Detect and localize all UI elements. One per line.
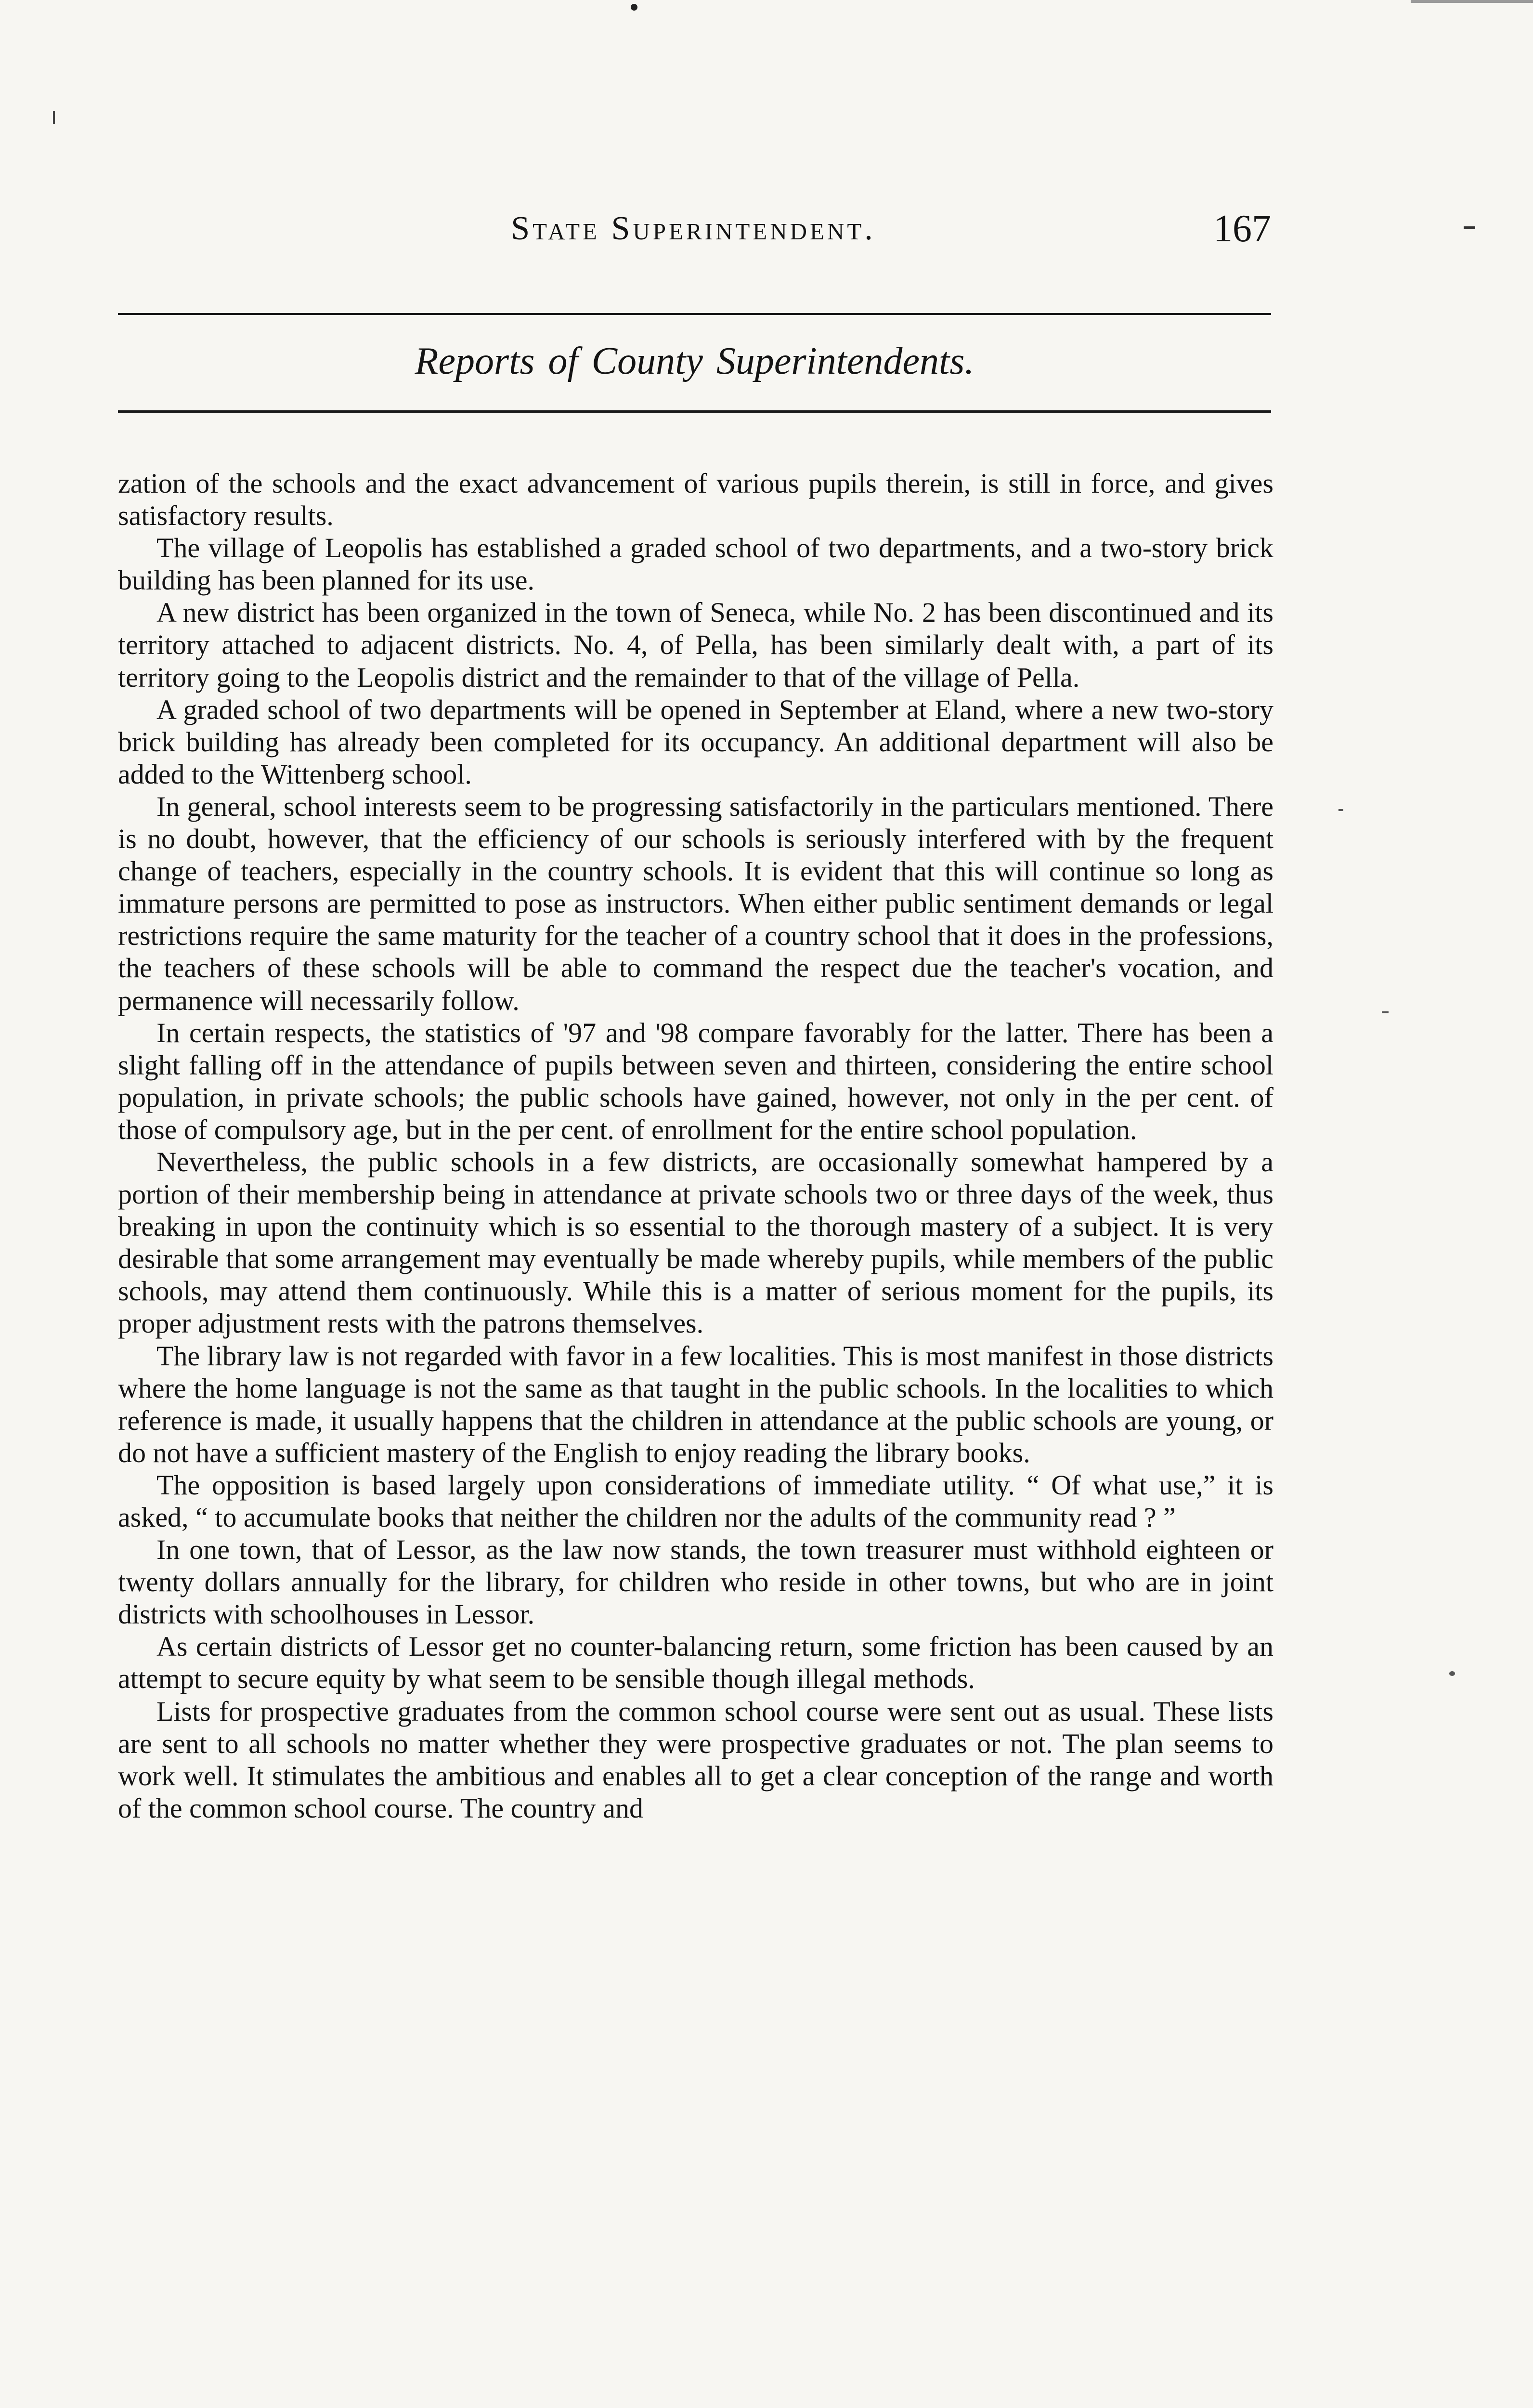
running-head [116,202,1271,255]
paragraph: In certain respects, the statistics of '97 and '98 compare favorably for the latter. There has been a slight falling off in the attendance of pupils between seven and thirteen, considering the entire school population, in private schools; the public schools have gained, however, not only in the per cent. of those of compulsory age, but in the per cent. of enrollment for the entire school population. [118,1017,1273,1145]
scan-speck [1382,1011,1389,1013]
paragraph: Nevertheless, the public schools in a few districts, are occasionally somewhat hampered by a portion of their membership being in attendance at private schools two or three days of the week, thus breaking in upon the continuity which is so essential to the thorough mastery of a subject. It is very desirable that some arrangement may eventually be made whereby pupils, while members of the public schools, may attend them continuously. While this is a matter of serious moment for the pupils, its proper adjustment rests with the patrons themselves. [118,1146,1273,1339]
page-number: 167 [1213,208,1271,250]
scan-speck [1338,809,1343,811]
scan-speck [53,111,55,124]
scan-speck [1449,1671,1455,1676]
paragraph: A new district has been organized in the town of Seneca, while No. 2 has been discontinued and its territory attached to adjacent districts. No. 4, of Pella, has been similarly dealt with, a part of its territory going to the Leopolis district and the remainder to that of the village of Pella. [118,597,1273,693]
paragraph: Lists for prospective graduates from the common school course were sent out as usual. These lists are sent to all schools no matter whether they were prospective graduates or not. The plan seems to work well. It stimulates the ambitious and enables all to get a clear conception of the range and worth of the common school course. The country and [118,1695,1273,1824]
top-rule [118,313,1271,315]
scan-speck [1411,0,1533,3]
scan-speck [631,4,637,11]
paragraph: The village of Leopolis has established a graded school of two departments, and a two-story brick building has been planned for its use. [118,532,1273,596]
scan-speck [1464,226,1475,229]
paragraph: As certain districts of Lessor get no counter-balancing return, some friction has been caused by an attempt to secure equity by what seem to be sensible though illegal methods. [118,1631,1273,1695]
bottom-rule [118,410,1271,413]
paragraph: The opposition is based largely upon considerations of immediate utility. “ Of what use,” it is asked, “ to accumulate books that neither the children nor the adults of the community read ? ” [118,1469,1273,1533]
running-title: State Superintendent. [511,210,876,247]
paragraph: In one town, that of Lessor, as the law now stands, the town treasurer must withhold eighteen or twenty dollars annually for the library, for children who reside in other towns, but who are in joint districts with schoolhouses in Lessor. [118,1534,1273,1630]
body-text [118,467,1273,1824]
section-title: Reports of County Superintendents. [415,340,974,382]
paragraph: zation of the schools and the exact advancement of various pupils therein, is still in force, and gives satisfactory results. [118,468,1273,532]
paragraph: In general, school interests seem to be progressing satisfactorily in the particulars mentioned. There is no doubt, however, that the efficiency of our schools is seriously interfered with by the frequent change of teachers, especially in the country schools. It is evident that this will continue so long as immature persons are permitted to pose as instructors. When either public sentiment demands or legal restrictions require the same maturity for the teacher of a country school that it does in the professions, the teachers of these schools will be able to command the respect due the teacher's vocation, and permanence will necessarily follow. [118,790,1273,1016]
paragraph: The library law is not regarded with favor in a few localities. This is most manifest in those districts where the home language is not the same as that taught in the public schools. In the localities to which reference is made, it usually happens that the children in attendance at the public schools are young, or do not have a sufficient mastery of the English to enjoy reading the library books. [118,1340,1273,1468]
paragraph: A graded school of two departments will be opened in September at Eland, where a new two-story brick building has already been completed for its occupancy. An additional department will also be added to the Wittenberg school. [118,694,1273,790]
